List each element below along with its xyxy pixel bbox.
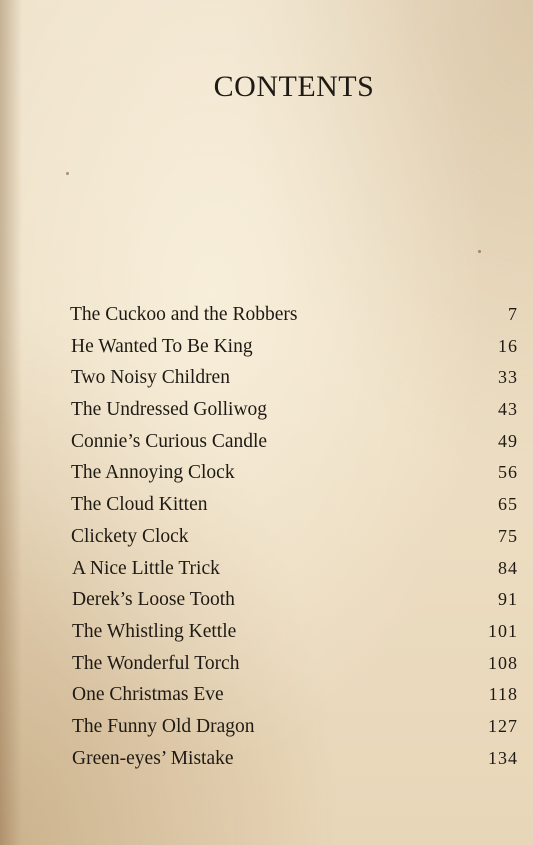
- toc-entry: [70, 748, 518, 780]
- page-number: 101: [488, 620, 518, 641]
- page-number: 7: [508, 304, 518, 324]
- page-number: 56: [498, 462, 518, 483]
- chapter-title: One Christmas Eve: [72, 684, 224, 706]
- toc-entry: [70, 367, 518, 399]
- toc-entry: [70, 558, 518, 590]
- toc-entry: [70, 304, 518, 336]
- toc-entry: [70, 684, 518, 716]
- page-number: 108: [488, 652, 518, 673]
- chapter-title: The Wonderful Torch: [72, 652, 240, 674]
- chapter-title: The Annoying Clock: [71, 462, 235, 484]
- toc-entry: [70, 336, 518, 368]
- paper-speck: [66, 172, 69, 175]
- contents-heading: CONTENTS: [213, 70, 375, 103]
- toc-entry: [70, 494, 518, 526]
- chapter-title: The Funny Old Dragon: [72, 715, 255, 737]
- page-number: 16: [498, 335, 518, 356]
- toc-entry: [70, 716, 518, 748]
- toc-entry: [70, 526, 518, 558]
- page-number: 65: [498, 494, 518, 515]
- chapter-title: The Undressed Golliwog: [71, 399, 268, 421]
- chapter-title: Green-eyes’ Mistake: [72, 747, 234, 769]
- chapter-title: A Nice Little Trick: [72, 557, 220, 579]
- toc-entry: [70, 653, 518, 685]
- page-edge-shadow: [0, 0, 22, 845]
- chapter-title: Clickety Clock: [71, 525, 189, 547]
- page-number: 118: [488, 684, 518, 705]
- chapter-title: Two Noisy Children: [71, 367, 230, 389]
- chapter-title: Connie’s Curious Candle: [71, 430, 268, 452]
- page-number: 33: [498, 367, 518, 388]
- page-number: 84: [498, 557, 518, 578]
- page-number: 134: [488, 747, 518, 768]
- chapter-title: The Cuckoo and the Robbers: [70, 304, 298, 325]
- toc-entry: [70, 399, 518, 431]
- toc-entry: [70, 589, 518, 621]
- paper-speck: [478, 250, 481, 253]
- chapter-title: He Wanted To Be King: [71, 335, 253, 357]
- page-number: 91: [498, 589, 518, 610]
- chapter-title: Derek’s Loose Tooth: [72, 589, 235, 611]
- page-number: 127: [488, 715, 518, 736]
- toc-entry: [70, 431, 518, 463]
- page-number: 49: [498, 430, 518, 451]
- table-of-contents: [70, 304, 518, 779]
- chapter-title: The Cloud Kitten: [71, 494, 208, 516]
- toc-entry: [70, 462, 518, 494]
- chapter-title: The Whistling Kettle: [72, 620, 237, 642]
- toc-entry: [70, 621, 518, 653]
- page-number: 43: [498, 399, 518, 420]
- page-number: 75: [498, 525, 518, 546]
